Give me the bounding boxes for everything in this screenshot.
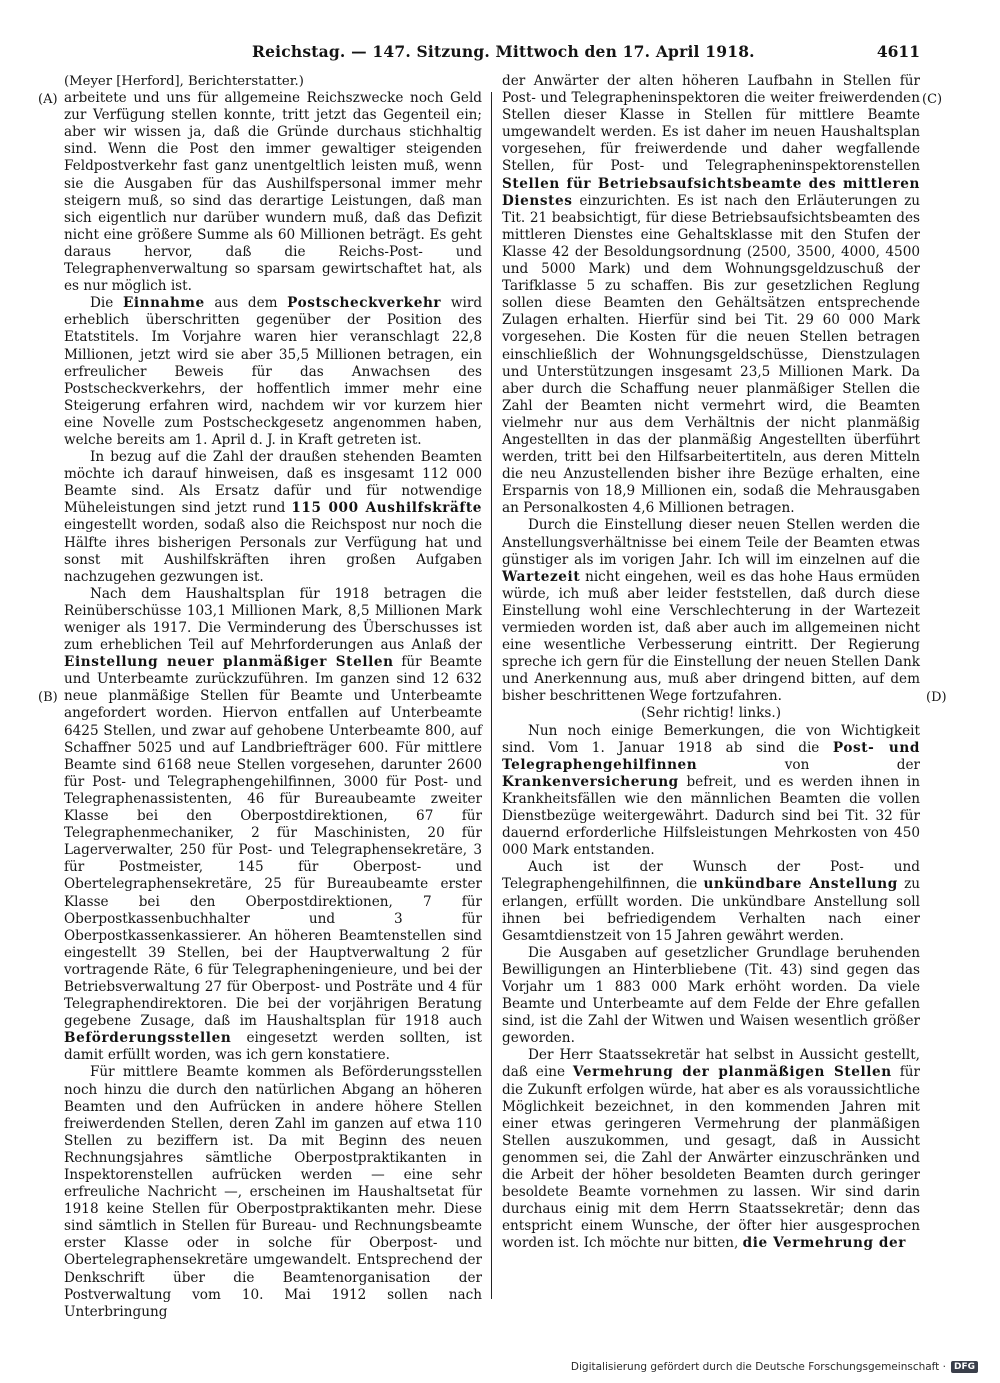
dfg-logo: DFG bbox=[951, 1361, 978, 1373]
running-title: Reichstag. — 147. Sitzung. Mittwoch den 17. April 1918. bbox=[252, 42, 755, 61]
paragraph: arbeitete und uns für allgemeine Reichszwecke noch Geld zur Verfügung stellen konnte, tritt jetzt das Gegenteil ein; aber wir wissen ja, daß die Gründe durchaus stichhaltig sind. Wenn die Post den immer gewaltiger steigenden Feldpostverkehr fast ganz unentgeltlich leisten muß, wenn sie die Ausgaben für das Aushilfspersonal immer mehr steigern muß, so sind das derartige Leistungen, daß man sich eigentlich nur darüber wundern muß, daß das Defizit nicht eine größere Summe als 60 Millionen beträgt. Es geht daraus hervor, daß die Reichs-Post- und Telegraphenverwaltung so sparsam gewirtschaftet hat, als es nur möglich ist. bbox=[64, 90, 482, 295]
left-column bbox=[64, 73, 482, 1321]
page-number: 4611 bbox=[876, 42, 920, 61]
paragraph: Die Ausgaben auf gesetzlicher Grundlage beruhenden Bewilligungen an Hinterbliebene (Tit. 43) sind gegen das Vorjahr um 1 883 000 Mark erhöht worden. Da viele Beamte und Unterbeamte auf dem Felde der Ehre gefallen sind, ist die Zahl der Witwen und Waisen wesentlich größer geworden. bbox=[502, 944, 920, 1047]
paragraph: Die Einnahme aus dem Postscheckverkehr wird erheblich überschritten gegenüber der Position des Etatstitels. Im Vorjahre waren hier veranschlagt 22,8 Millionen, jetzt wird sie aber 35,5 Millionen betragen, ein erfreulicher Beweis für das Anwachsen des Postscheckverkehrs, der hoffentlich immer mehr eine Steigerung erfahren wird, nachdem wir vor kurzem hier eine Novelle zum Postscheckgesetz angenommen haben, welche bereits am 1. April d. J. in Kraft getreten ist. bbox=[64, 295, 483, 448]
margin-marker-a: (A) bbox=[38, 92, 58, 107]
paragraph: Nun noch einige Bemerkungen, die von Wichtigkeit sind. Vom 1. Januar 1918 ab sind die Post- und Telegraphengehilfinnen von der Krankenversicherung befreit, und es werden ihnen in Krankheitsfällen wie den männlichen Beamten die vollen Dienstbezüge weitergewährt. Dadurch sind bei Tit. 32 für dauernd erforderliche Hilfsleistungen Mehrkosten von 450 000 Mark entstanden. bbox=[502, 722, 920, 859]
column-divider bbox=[491, 92, 492, 1299]
margin-marker-d: (D) bbox=[926, 690, 947, 705]
footer-text: Digitalisierung gefördert durch die Deutsche Forschungsgemeinschaft · bbox=[570, 1361, 946, 1373]
digitization-footer bbox=[571, 1361, 978, 1373]
margin-marker-b: (B) bbox=[38, 690, 58, 705]
paragraph: Durch die Einstellung dieser neuen Stellen werden die Anstellungsverhältnisse bei einem Teile der Beamten etwas günstiger als im vorigen Jahr. Ich will im einzelnen auf die Wartezeit nicht eingehen, weil es das hohe Haus ermüden würde, ich muß aber leider feststellen, daß durch diese Einstellung wohl eine Verschlechterung in der Wartezeit vermieden worden ist, daß aber auch im allgemeinen nicht eine wesentliche Verbesserung eintritt. Der Regierung spreche ich gern für die Einstellung der neuen Stellen Dank und Anerkennung aus, muß aber dringend bitten, auf dem bisher beschrittenen Wege fortzufahren. bbox=[502, 517, 921, 705]
paragraph: Für mittlere Beamte kommen als Beförderungsstellen noch hinzu die durch den natürlichen Abgang an höheren Beamten und den Aufrücken in andere höhere Stellen freiwerdenden Stellen, deren Zahl im ganzen auf etwa 110 Stellen zu beziffern ist. Da mit Beginn des neuen Rechnungsjahres sämtliche Oberpostpraktikanten in Inspektorenstellen aufrücken werden — eine sehr erfreuliche Nachricht —, erscheinen im Haushaltsetat für 1918 keine Stellen für Oberpostpraktikanten mehr. Diese sind sämtlich in Stellen für Bureau- und Rechnungsbeamte erster Klasse oder in solche für Oberpost- und Obertelegraphensekretäre umgewandelt. Entsprechend der Denkschrift über die Beamtenorganisation der Postverwaltung vom 10. Mai 1912 sollen nach Unterbringung bbox=[64, 1064, 482, 1320]
paragraph: der Anwärter der alten höheren Laufbahn in Stellen für Post- und Telegrapheninspektoren die weiter freiwerdenden Stellen dieser Klasse in Stellen für mittlere Beamte umgewandelt werden. Es ist daher im neuen Haushaltsplan vorgesehen, für freiwerdende und daher wegfallende Stellen, für Post- und Telegrapheninspektorenstellen Stellen für Betriebsaufsichtsbeamte des mittleren Dienstes einzurichten. Es ist nach den Erläuterungen zu Tit. 21 beabsichtigt, für diese Betriebsaufsichtsbeamten des mittleren Dienstes eine Gehaltsklasse mit den Stufen der Klasse 42 der Besoldungsordnung (2500, 3500, 4000, 4500 und 5000 Mark) und dem Wohnungsgeldzuschuß der Tarifklasse 5 zu schaffen. Bis zur gesetzlichen Reglung sollen diese Beamten den Gehältsätzen entsprechende Zulagen erhalten. Hierfür sind bei Tit. 29 60 000 Mark vorgesehen. Die Kosten für die neuen Stellen betragen einschließlich der Wohnungsgeldschüsse, Dienstzulagen und Unterstützungen insgesamt 23,5 Millionen Mark. Da aber durch die Schaffung neuer planmäßiger Stellen die Zahl der Beamten nicht vermehrt wird, die Beamten vielmehr nur aus dem Verhältnis der nicht planmäßig Angestellten in das der planmäßig Angestellten überführt werden, tritt bei den Hilfsarbeitertiteln, aus deren Mitteln die neu Anzustellenden bisher ihre Bezüge erhalten, eine Ersparnis von 18,9 Millionen ein, sodaß die Mehrausgaben an Personalkosten 4,6 Millionen betragen. bbox=[502, 73, 921, 517]
right-column bbox=[502, 73, 920, 1252]
page-header bbox=[62, 40, 920, 66]
paragraph: Auch ist der Wunsch der Post- und Telegraphengehilfinnen, die unkündbare Anstellung zu erlangen, erfüllt worden. Die unkündbare Anstellung soll ihnen bei befriedigendem Verhalten nach einer Gesamtdienstzeit von 15 Jahren gewährt werden. bbox=[502, 859, 920, 944]
paragraph: Nach dem Haushaltsplan für 1918 betragen die Reinüberschüsse 103,1 Millionen Mark, 8,5 Millionen Mark weniger als 1917. Die Verminderung des Überschusses ist zum erheblichen Teil auf Mehrforderungen aus Anlaß der Einstellung neuer planmäßiger Stellen für Beamte und Unterbeamte zurückzuführen. Im ganzen sind 12 632 neue planmäßige Stellen für Beamte und Unterbeamte angefordert worden. Hiervon entfallen auf Unterbeamte 6425 Stellen, und zwar auf gehobene Unterbeamte 800, auf Schaffner 5025 und auf Landbriefträger 600. Für mittlere Beamte sind 6168 neue Stellen vorgesehen, darunter 2600 für Post- und Telegraphengehilfinnen, 3000 für Post- und Telegraphenassistenten, 46 für Bureaubeamte zweiter Klasse bei den Oberpostdirektionen, 67 für Telegraphenmechaniker, 2 für Maschinisten, 20 für Lagerverwalter, 250 für Post- und Telegraphensekretäre, 3 für Postmeister, 145 für Oberpost- und Obertelegraphensekretäre, 25 für Bureaubeamte erster Klasse bei den Oberpostdirektionen, 7 für Oberpostkassenbuchhalter und 3 für Oberpostkassenkassierer. An höheren Beamtenstellen sind eingestellt 39 Stellen, bei der Hauptverwaltung 2 für vortragende Räte, 6 für Telegrapheningenieure, und bei der Betriebsverwaltung 27 für Oberpost- und Posträte und 4 für Telegraphendirektoren. Die bei der vorjährigen Beratung gegebene Zusage, daß im Haushaltsplan für 1918 auch Beförderungsstellen eingesetzt werden sollten, ist damit erfüllt worden, was ich gern konstatiere. bbox=[64, 585, 482, 1064]
paragraph: In bezug auf die Zahl der draußen stehenden Beamten möchte ich darauf hinweisen, daß es insgesamt 112 000 Beamte sind. Als Ersatz dafür und für notwendige Müheleistungen sind jetzt rund 115 000 Aushilfskräfte eingestellt worden, sodaß also die Reichspost nur noch die Hälfte ihres bisherigen Personals zur Verfügung hat und sonst mit Aushilfskräften ihren großen Aufgaben nachzugehen gezwungen ist. bbox=[64, 449, 482, 585]
margin-marker-c: (C) bbox=[922, 92, 943, 107]
interjection: (Sehr richtig! links.) bbox=[640, 705, 782, 722]
speaker-label: (Meyer [Herford], Berichterstatter.) bbox=[64, 74, 304, 89]
paragraph: Der Herr Staatssekretär hat selbst in Aussicht gestellt, daß eine Vermehrung der planmäßigen Stellen für die Zukunft erfolgen würde, hat aber es als voraussichtliche Möglichkeit bezeichnet, in den kommenden Jahren mit einer etwas geringeren Vermehrung der planmäßigen Stellen auszukommen, und gesagt, daß in Aussicht genommen sei, die Zahl der Anwärter einzuschränken und die Arbeit der höher besoldeten Beamten durch geringer besoldete Beamte vornehmen zu lassen. Wir sind darin durchaus einig mit dem Herrn Staatssekretär; denn das entspricht einem Wunsche, der öfter hier ausgesprochen worden ist. Ich möchte nur bitten, die Vermehrung der bbox=[502, 1047, 920, 1252]
